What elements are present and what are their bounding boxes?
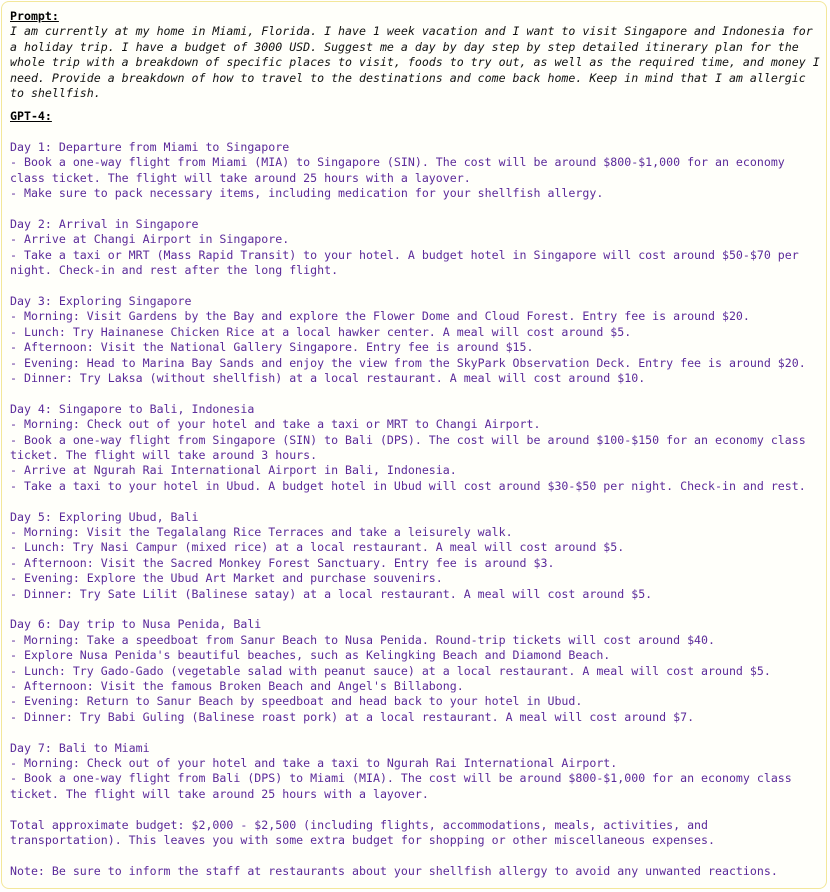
day-block [10,510,820,602]
day-block [10,741,820,803]
budget-summary [10,818,820,849]
day-line: - Morning: Check out of your hotel and take a taxi or MRT to Changi Airport. [10,417,541,432]
day-line: - Lunch: Try Hainanese Chicken Rice at a local hawker center. A meal will cost around $5. [10,324,632,339]
day-line: - Morning: Check out of your hotel and take a taxi to Ngurah Rai International Airport. [10,756,618,771]
answer-heading: GPT-4: [10,109,52,124]
day-line: - Lunch: Try Gado-Gado (vegetable salad with peanut sauce) at a local restaurant. A meal will cost around $5. [10,663,771,678]
day-line: - Afternoon: Visit the famous Broken Beach and Angel's Billabong. [10,679,464,694]
day-title: Day 7: Bali to Miami [10,740,150,755]
day-line: - Afternoon: Visit the National Gallery Singapore. Entry fee is around $15. [10,340,534,355]
day-line: - Make sure to pack necessary items, including medication for your shellfish allergy. [10,186,604,201]
prompt-heading: Prompt: [10,9,59,23]
day-title: Day 1: Departure from Miami to Singapore [10,139,290,154]
day-line: - Take a taxi to your hotel in Ubud. A budget hotel in Ubud will cost around $30-$50 per night. Check-in and rest. [10,478,806,493]
day-line: - Book a one-way flight from Miami (MIA) to Singapore (SIN). The cost will be around $800-$1,000 for an economy class ticket. The flight will take around 25 hours with a layover. [10,155,785,185]
day-line: - Dinner: Try Laksa (without shellfish) at a local restaurant. A meal will cost around $10. [10,370,646,385]
day-line: - Morning: Visit Gardens by the Bay and explore the Flower Dome and Cloud Forest. Entry fee is around $20. [10,309,750,324]
day-title: Day 5: Exploring Ubud, Bali [10,509,199,524]
day-line: - Evening: Explore the Ubud Art Market and purchase souvenirs. [10,571,443,586]
allergy-note [10,864,820,879]
day-line: - Take a taxi or MRT (Mass Rapid Transit) to your hotel. A budget hotel in Singapore will cost around $50-$70 per night. Check-in and rest after the long flight. [10,247,799,278]
answer-body [10,140,820,879]
day-line: - Arrive at Ngurah Rai International Airport in Bali, Indonesia. [10,463,457,478]
day-block [10,617,820,725]
day-title: Day 6: Day trip to Nusa Penida, Bali [10,617,262,632]
day-title: Day 3: Exploring Singapore [10,293,192,308]
day-line: - Evening: Head to Marina Bay Sands and enjoy the view from the SkyPark Observation Deck. Entry fee is around $20. [10,355,806,370]
budget-text: Total approximate budget: $2,000 - $2,500 (including flights, accommodations, meals, activities, and transportation). This leaves you with some extra budget for shopping or other miscellaneous expenses. [10,817,715,848]
day-line: - Lunch: Try Nasi Campur (mixed rice) at a local restaurant. A meal will cost around $5. [10,540,625,555]
day-line: - Afternoon: Visit the Sacred Monkey Forest Sanctuary. Entry fee is around $3. [10,555,555,570]
day-line: - Dinner: Try Babi Guling (Balinese roast pork) at a local restaurant. A meal will cost around $7. [10,709,695,724]
day-title: Day 2: Arrival in Singapore [10,216,199,231]
day-line: - Book a one-way flight from Bali (DPS) to Miami (MIA). The cost will be around $800-$1,000 for an economy class ticket. The flight will take around 25 hours with a layover. [10,771,792,801]
day-block [10,140,820,202]
day-title: Day 4: Singapore to Bali, Indonesia [10,401,255,416]
day-block [10,217,820,279]
day-line: - Explore Nusa Penida's beautiful beaches, such as Kelingking Beach and Diamond Beach. [10,648,611,663]
day-line: - Dinner: Try Sate Lilit (Balinese satay) at a local restaurant. A meal will cost around $5. [10,586,653,601]
prompt-text: I am currently at my home in Miami, Florida. I have 1 week vacation and I want to visit Singapore and Indonesia for a holiday trip. I have a budget of 3000 USD. Suggest me a day by day step by step detailed itinerary plan for the whole trip with a breakdown of specific places to visit, foods to try out, as well as the required time, and money I need. Provide a breakdown of how to travel to the destinations and come back home. Keep in mind that I am allergic to shellfish. [10,24,820,101]
day-line: - Evening: Return to Sanur Beach by speedboat and head back to your hotel in Ubud. [10,694,583,709]
day-line: - Morning: Take a speedboat from Sanur Beach to Nusa Penida. Round-trip tickets will cost around $40. [10,632,715,647]
day-line: - Arrive at Changi Airport in Singapore. [10,232,290,247]
note-text: Note: Be sure to inform the staff at restaurants about your shellfish allergy to avoid any unwanted reactions. [10,863,778,878]
document-content [10,9,820,889]
day-line: - Book a one-way flight from Singapore (SIN) to Bali (DPS). The cost will be around $100-$150 for an economy class ticket. The flight will take around 3 hours. [10,432,806,462]
day-block [10,402,820,494]
day-line: - Morning: Visit the Tegalalang Rice Terraces and take a leisurely walk. [10,525,513,540]
day-block [10,294,820,386]
document-frame [1,1,827,889]
